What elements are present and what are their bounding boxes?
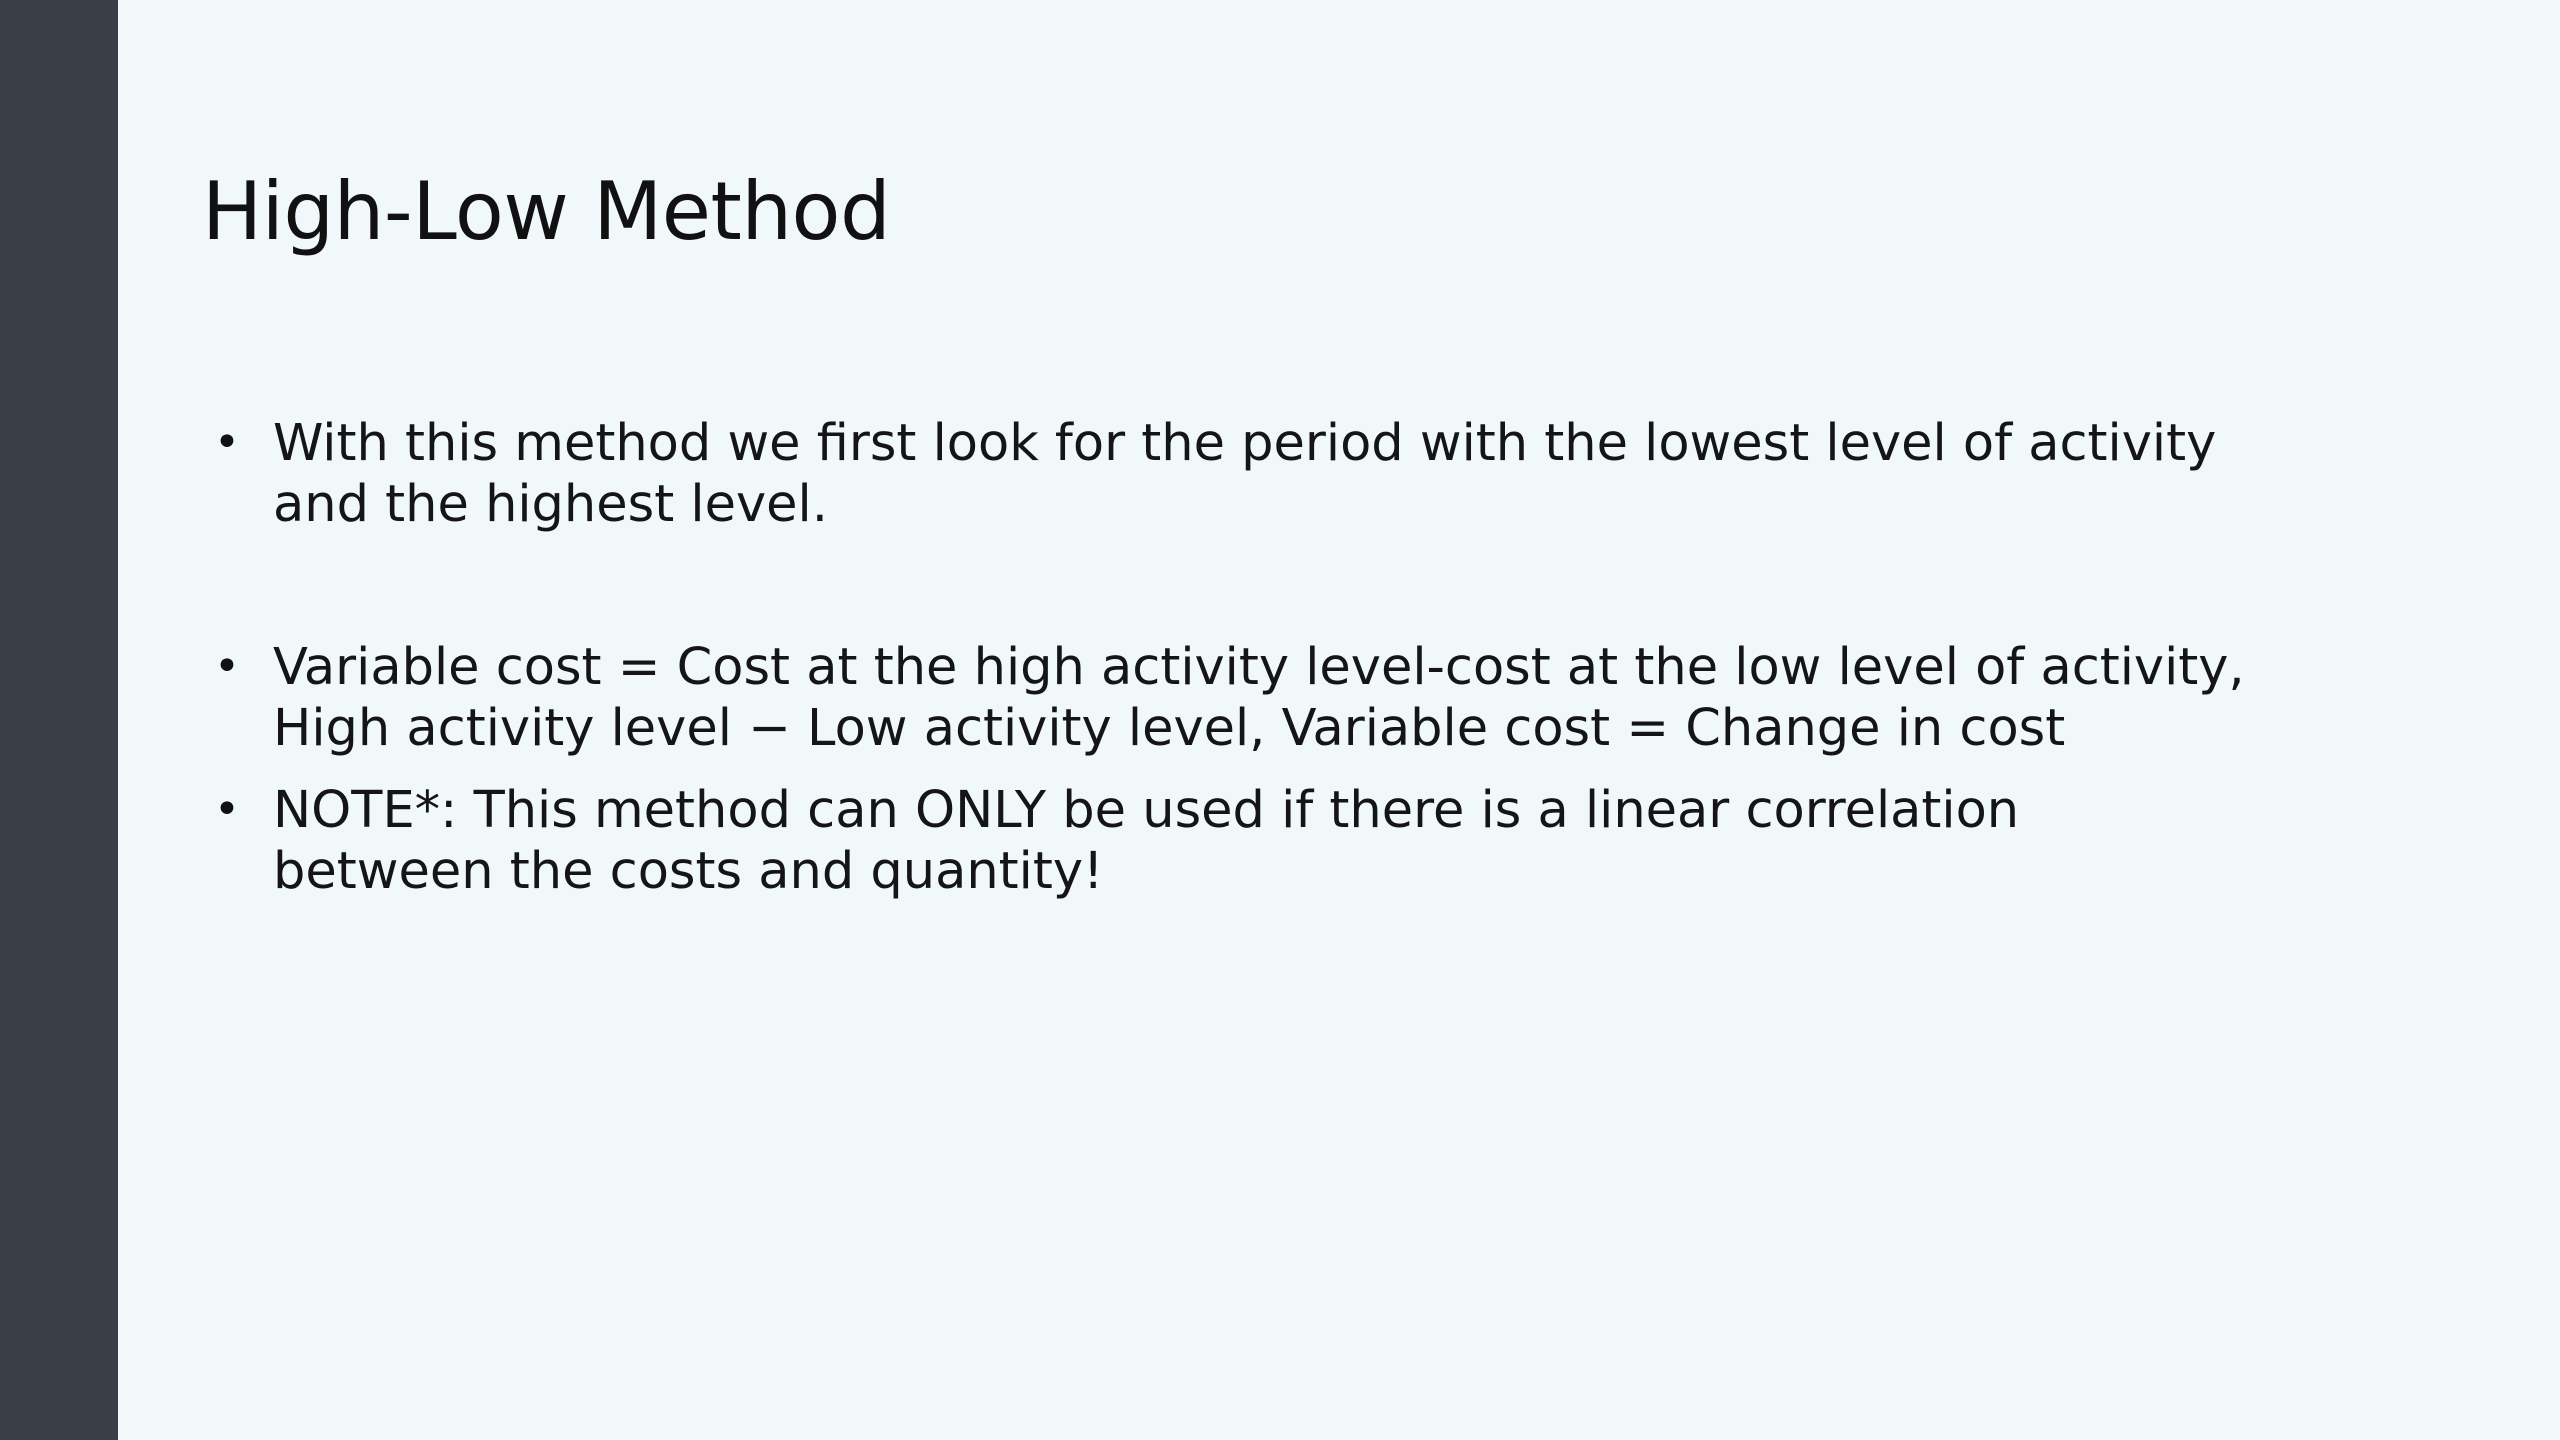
bullet-text-3	[273, 780, 2353, 902]
bullet-dot-icon: •	[214, 641, 240, 692]
bullet-line: between the costs and quantity!	[273, 842, 1104, 901]
bullet-text-2	[273, 637, 2353, 759]
bullet-line: NOTE*: This method can ONLY be used if there is a linear correlation	[273, 781, 2020, 840]
bullet-line: High activity level − Low activity level, Variable cost = Change in cost	[273, 699, 2066, 758]
bullet-item-1	[202, 413, 2382, 535]
bullet-dot-icon: •	[214, 417, 240, 468]
bullet-item-3	[202, 780, 2382, 902]
bullet-item-2	[202, 637, 2382, 759]
slide-title: High-Low Method	[202, 165, 891, 258]
side-accent-bar	[0, 0, 118, 1440]
bullet-text-1	[273, 413, 2353, 535]
bullet-line: Variable cost = Cost at the high activity level-cost at the low level of activity,	[273, 638, 2245, 697]
bullet-dot-icon: •	[214, 784, 240, 835]
bullet-line: and the highest level.	[273, 475, 828, 534]
bullet-line: With this method we first look for the period with the lowest level of activity	[273, 414, 2217, 473]
